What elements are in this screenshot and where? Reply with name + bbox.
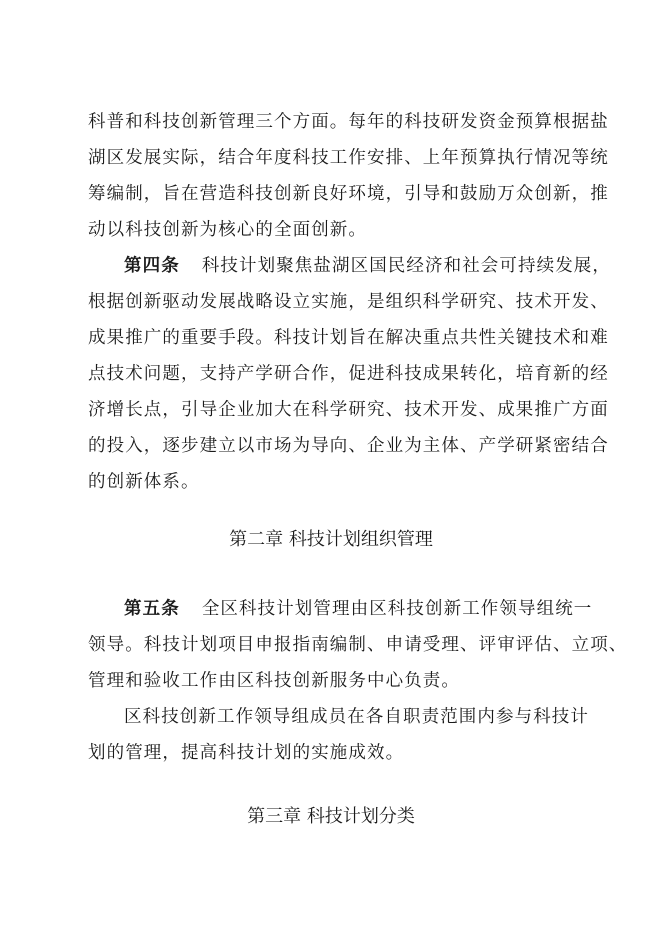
paragraph-line: 根据创新驱动发展战略设立实施，是组织科学研究、技术开发、 <box>88 292 609 312</box>
paragraph-line: 点技术问题，支持产学研合作，促进科技成果转化，培育新的经 <box>88 364 609 384</box>
paragraph-line: 济增长点，引导企业加大在科学研究、技术开发、成果推广方面 <box>88 400 609 420</box>
paragraph-line: 的创新体系。 <box>88 472 200 492</box>
article-4-first-line <box>124 254 611 278</box>
chapter-heading: 第二章 科技计划组织管理 <box>229 529 433 550</box>
paragraph-line: 科普和科技创新管理三个方面。每年的科技研发资金预算根据盐 <box>88 112 609 132</box>
paragraph-text: 全区科技计划管理由区科技创新工作领导组统一 <box>201 599 593 619</box>
article-5-first-line <box>124 597 592 621</box>
paragraph-line: 动以科技创新为核心的全面创新。 <box>88 220 367 240</box>
article-5-label: 第五条 <box>124 599 180 619</box>
paragraph-line: 区科技创新工作领导组成员在各自职责范围内参与科技计 <box>124 707 589 727</box>
paragraph-text: 科技计划聚焦盐湖区国民经济和社会可持续发展， <box>201 256 612 276</box>
chapter-heading: 第三章 科技计划分类 <box>247 806 415 827</box>
paragraph-line: 湖区发展实际，结合年度科技工作安排、上年预算执行情况等统 <box>88 148 609 168</box>
article-4-label: 第四条 <box>124 256 180 276</box>
paragraph-line: 筹编制，旨在营造科技创新良好环境，引导和鼓励万众创新，推 <box>88 184 609 204</box>
paragraph-line: 领导。科技计划项目申报指南编制、申请受理、评审评估、立项、 <box>88 635 628 655</box>
paragraph-line: 成果推广的重要手段。科技计划旨在解决重点共性关键技术和难 <box>88 328 609 348</box>
paragraph-line: 划的管理，提高科技计划的实施成效。 <box>88 743 405 763</box>
paragraph-line: 管理和验收工作由区科技创新服务中心负责。 <box>88 671 460 691</box>
paragraph-line: 的投入，逐步建立以市场为导向、企业为主体、产学研紧密结合 <box>88 436 609 456</box>
